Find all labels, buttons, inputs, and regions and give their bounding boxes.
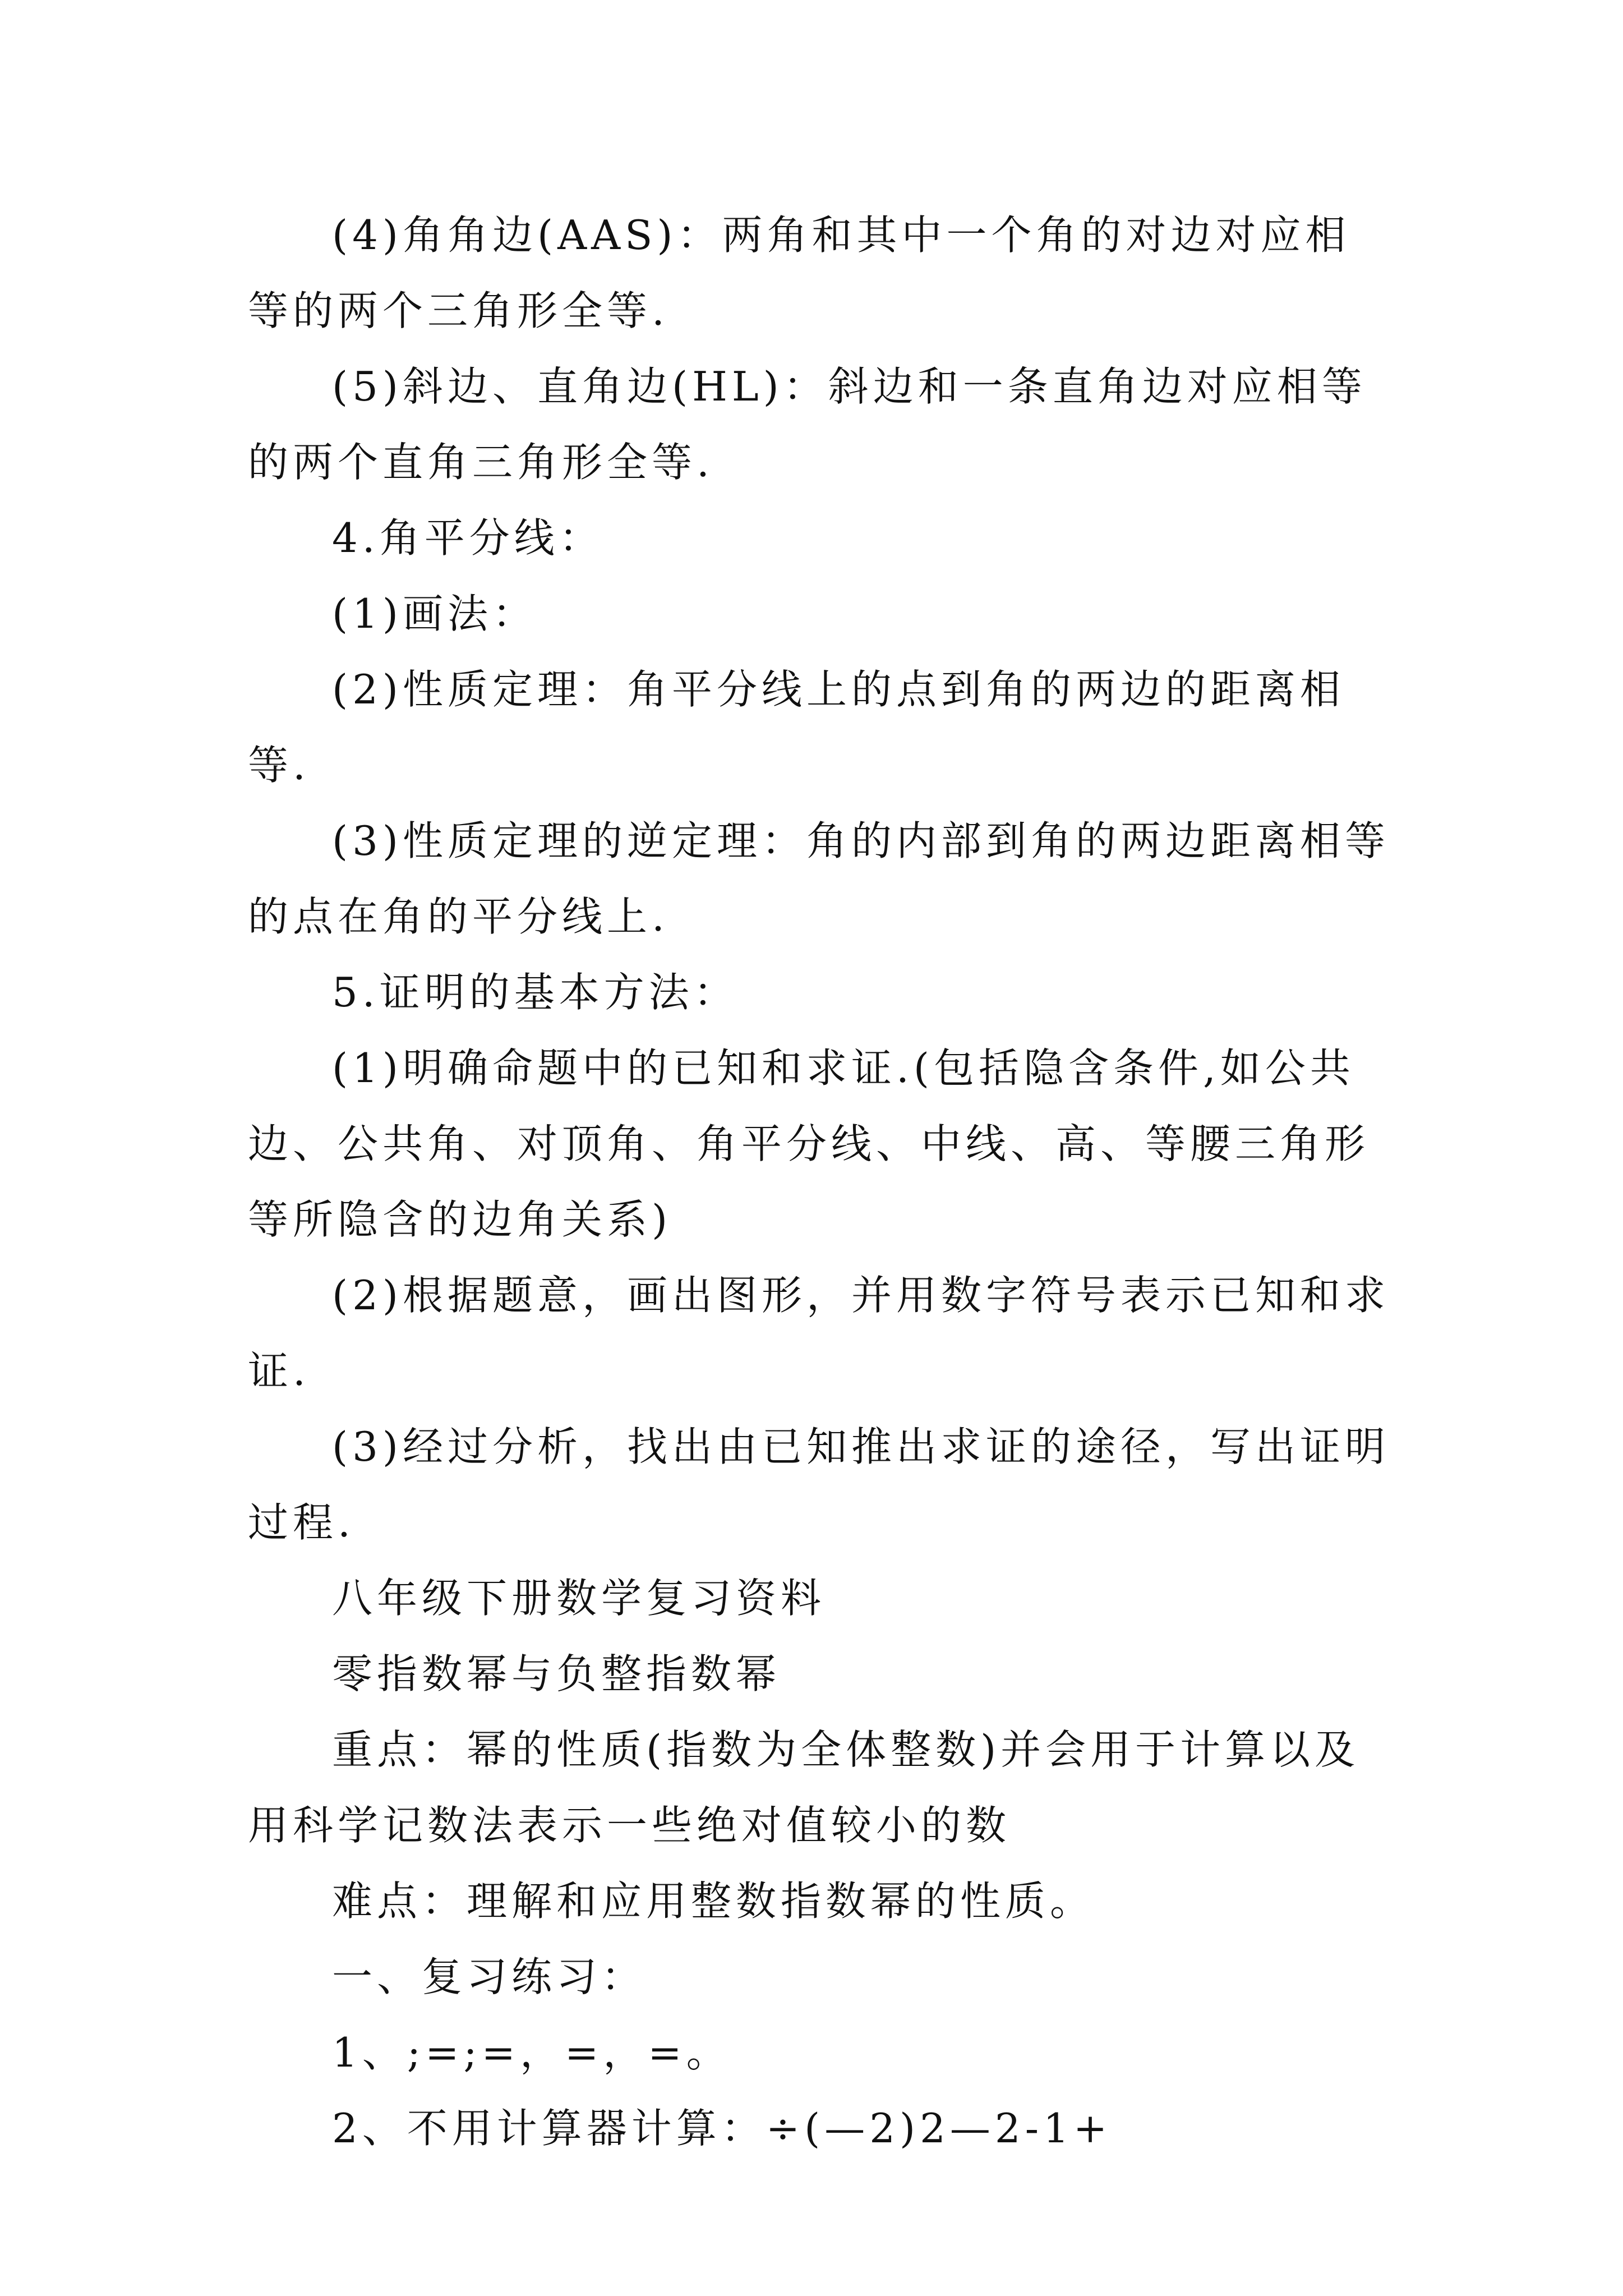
section-title-exponents: 零指数幂与负整指数幂 (332, 1650, 781, 1697)
section-heading-review-exercises: 一、复习练习： (332, 1953, 647, 2000)
paragraph-converse-theorem: (3)性质定理的逆定理：角的内部到角的两边距离相等的点在角的平分线上. (248, 817, 1390, 940)
paragraph-drawing-method: (1)画法： (332, 590, 537, 637)
paragraph-proof-step-2: (2)根据题意，画出图形，并用数字符号表示已知和求证. (248, 1272, 1390, 1395)
paragraph-hl-rule: (5)斜边、直角边(HL)：斜边和一条直角边对应相等的两个直角三角形全等. (248, 363, 1367, 486)
paragraph-difficulties: 难点：理解和应用整数指数幂的性质。 (332, 1878, 1095, 1925)
document-body (248, 197, 1392, 2166)
section-title-review-material: 八年级下册数学复习资料 (332, 1575, 826, 1622)
section-heading-proof-methods: 5.证明的基本方法： (332, 969, 739, 1016)
section-heading-angle-bisector: 4.角平分线： (332, 514, 604, 562)
paragraph-aas-rule: (4)角角边(AAS)：两角和其中一个角的对边对应相等的两个三角形全等. (248, 211, 1350, 334)
paragraph-proof-step-3: (3)经过分析，找出由已知推出求证的途径，写出证明过程. (248, 1423, 1390, 1546)
exercise-item-2: 2、不用计算器计算：÷(—2)2—2-1+ (332, 2105, 1112, 2152)
paragraph-proof-step-1: (1)明确命题中的已知和求证.(包括隐含条件,如公共边、公共角、对顶角、角平分线、中线、高、等腰三角形等所隐含的边角关系) (248, 1045, 1370, 1243)
paragraph-key-points: 重点：幂的性质(指数为全体整数)并会用于计算以及用科学记数法表示一些绝对值较小的数 (248, 1726, 1360, 1849)
paragraph-property-theorem: (2)性质定理：角平分线上的点到角的两边的距离相等. (248, 666, 1345, 789)
exercise-item-1: 1、;=;=，=，=。 (332, 2029, 731, 2076)
